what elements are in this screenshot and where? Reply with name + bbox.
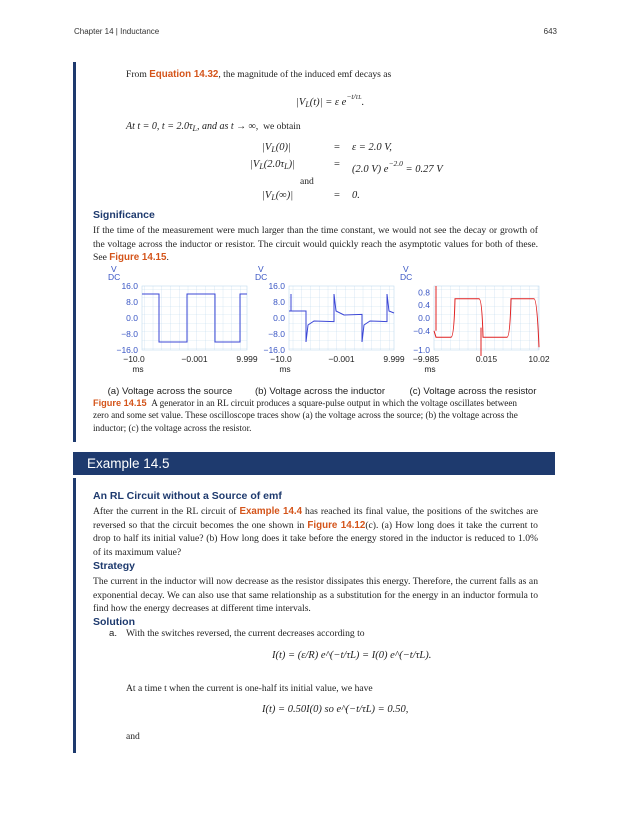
- y-unit-label: DC: [108, 272, 121, 282]
- scope-panel-2: [255, 264, 405, 374]
- page-number: 643: [543, 27, 557, 36]
- x-tick-label: −10.0: [123, 354, 145, 364]
- y-tick-label: 16.0: [268, 281, 285, 291]
- x-tick-label: −0.001: [181, 354, 208, 364]
- item-a-text: With the switches reversed, the current decreases according to: [126, 628, 365, 639]
- x-tick-label: 9.999: [236, 354, 258, 364]
- significance-heading: Significance: [93, 209, 155, 221]
- item-a-label: a.: [109, 628, 118, 639]
- x-tick-label: −10.0: [270, 354, 292, 364]
- y-tick-label: 8.0: [126, 297, 138, 307]
- intro-text: From Equation 14.32, the magnitude of the induced emf decays as: [126, 69, 392, 80]
- y-tick-label: 16.0: [121, 281, 138, 291]
- y-unit-label: V: [258, 264, 264, 274]
- x-tick-label: 9.999: [383, 354, 405, 364]
- y-tick-label: −16.0: [116, 345, 138, 355]
- y-tick-label: 8.0: [273, 297, 285, 307]
- y-unit-label: DC: [400, 272, 413, 282]
- scope-grid: [434, 286, 539, 350]
- x-axis-label: ms: [424, 364, 436, 374]
- y-tick-label: −1.0: [413, 345, 430, 355]
- strategy-text: The current in the inductor will now decrease as the resistor dissipates this energy. Therefore, the current falls as an exponential decay. We can also use that same relationship as a substitution for the energy in an inductor formula to find how the energy decreases at different time intervals.: [93, 576, 538, 615]
- caption-b: (b) Voltage across the inductor: [254, 386, 386, 397]
- left-rule-top: [73, 62, 76, 442]
- y-tick-label: 0.0: [273, 313, 285, 323]
- x-tick-label: 0.015: [475, 354, 498, 364]
- x-tick-label: −9.985: [412, 354, 440, 364]
- equation-emf-decay: $|V_L(t)| = \varepsilon$ $e^{-t/\tau L}$.: [296, 92, 365, 109]
- y-tick-label: 0.0: [418, 313, 430, 323]
- equation-link[interactable]: Equation 14.32: [149, 69, 219, 80]
- solution-heading: Solution: [93, 616, 135, 628]
- example-band: Example 14.5: [73, 452, 555, 475]
- scope-panel-3: [400, 264, 550, 374]
- scope-panel-1: [108, 264, 258, 374]
- y-unit-label: DC: [255, 272, 268, 282]
- y-tick-label: 0.8: [418, 287, 430, 298]
- left-rule-bottom: [73, 478, 76, 753]
- at-line: At t = 0, $t = 2.0\tau_L$, and as t → ∞, we obtain: [126, 121, 301, 133]
- equation-half: I(t) = 0.50I(0) so e^(−t/τL) = 0.50,: [262, 704, 409, 715]
- and-text: and: [126, 731, 140, 742]
- equation-current-decay: I(t) = (ε/R) e^(−t/τL) = I(0) e^(−t/τL).: [272, 650, 432, 661]
- y-unit-label: V: [111, 264, 117, 274]
- chapter-header: Chapter 14 | Inductance: [74, 27, 160, 36]
- example-title: An RL Circuit without a Source of emf: [93, 490, 282, 502]
- y-tick-label: 0.4: [418, 300, 430, 311]
- y-unit-label: V: [403, 264, 409, 274]
- y-tick-label: −8.0: [268, 329, 285, 339]
- x-tick-label: 10.02: [528, 354, 550, 364]
- half-line: At a time t when the current is one-half its initial value, we have: [126, 683, 373, 694]
- figure-caption: Figure 14.15 A generator in an RL circuit produces a square-pulse output in which the voltage oscillates between zero and some set value. These oscilloscope traces show (a) the voltage across the source; (b) the voltage across the inductor; (c) the voltage across the resistor.: [93, 398, 518, 433]
- oscilloscope-figure: [92, 264, 552, 382]
- x-tick-label: −0.001: [328, 354, 355, 364]
- y-tick-label: −16.0: [263, 345, 285, 355]
- y-tick-label: −8.0: [121, 329, 138, 339]
- example-problem: After the current in the RL circuit of Example 14.4 has reached its final value, the positions of the switches are reversed so that the circuit becomes the one shown in Figure 14.12(c). (a) How long does it take the current to drop to half its initial value? (b) How long does it take before the energy stored in the inductor is reduced to 1.0% of its maximum value?: [93, 506, 538, 558]
- caption-a: (a) Voltage across the source: [107, 386, 233, 397]
- scope-grid: [289, 286, 394, 350]
- significance-text: If the time of the measurement were much larger than the time constant, we would not see the decay or growth of the voltage across the inductor or resistor. The circuit would quickly reach the asymptotic values for both of these. See Figure 14.15.: [93, 225, 538, 264]
- figure-12-link[interactable]: Figure 14.12: [307, 519, 366, 531]
- strategy-heading: Strategy: [93, 560, 136, 572]
- scope-grid: [142, 286, 247, 350]
- example-link[interactable]: Example 14.4: [239, 506, 303, 517]
- figure-link[interactable]: Figure 14.15: [109, 252, 167, 264]
- caption-c: (c) Voltage across the resistor: [409, 386, 537, 397]
- y-tick-label: 0.0: [126, 313, 138, 323]
- x-axis-label: ms: [132, 364, 144, 374]
- y-tick-label: −0.4: [413, 325, 430, 336]
- x-axis-label: ms: [279, 364, 291, 374]
